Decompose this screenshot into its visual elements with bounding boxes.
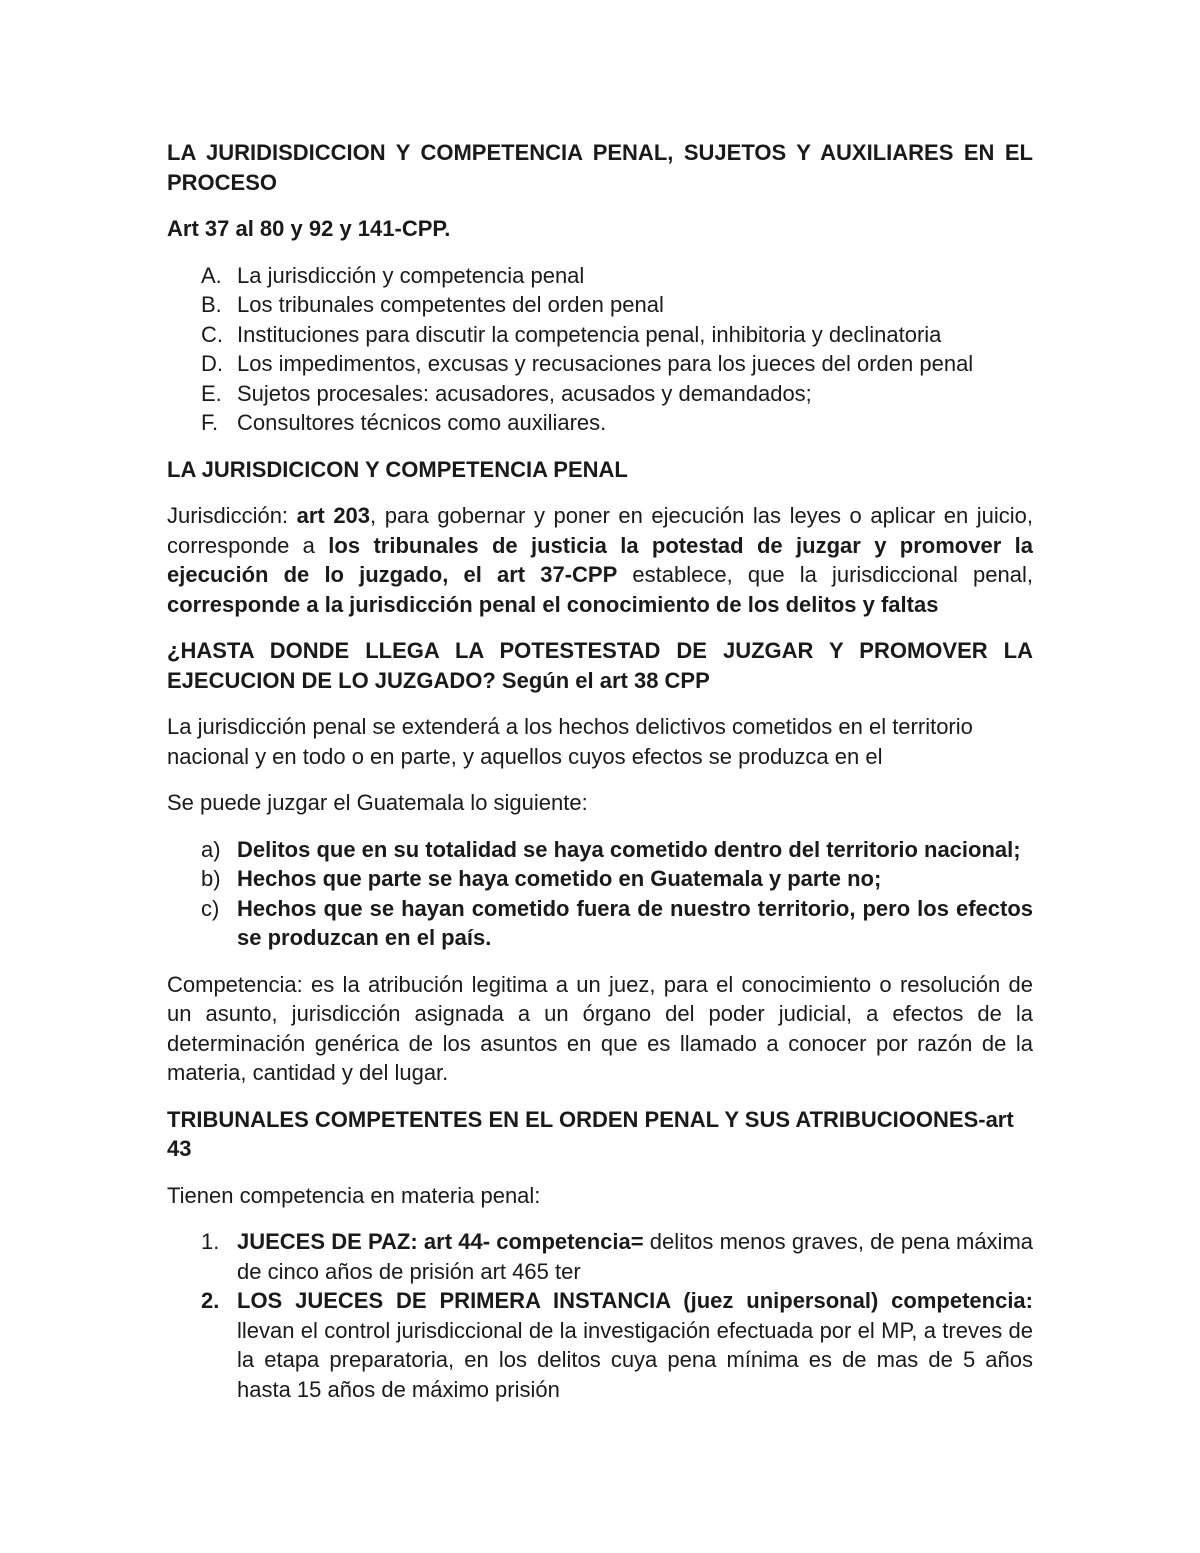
competencia-paragraph: Competencia: es la atribución legitima a un juez, para el conocimiento o resolución de un asunto, jurisdicción asignada a un órgano del poder judicial, a efectos de la determinación genérica de los asuntos en que es llamado a conocer por razón de la materia, cantidad y del lugar. <box>167 971 1033 1085</box>
topic-item <box>167 408 1033 438</box>
list-marker: E. <box>201 380 222 406</box>
item-text: delitos menos graves, de pena máxima de cinco años de prisión art 465 ter <box>237 1229 1033 1284</box>
list-marker: D. <box>201 351 223 376</box>
extension-paragraph: La jurisdicción penal se extenderá a los hechos delictivos cometidos en el territorio nacional y en todo o en parte, y aquellos cuyos efectos se produzca en el <box>167 714 973 769</box>
section-heading-tribunales: TRIBUNALES COMPETENTES EN EL ORDEN PENAL Y SUS ATRIBUCIOONES-art 43 <box>167 1106 1014 1161</box>
title-heading: LA JURIDISDICCION Y COMPETENCIA PENAL, SUJETOS Y AUXILIARES EN EL PROCESO <box>167 140 1033 195</box>
juzgar-intro: Se puede juzgar el Guatemala lo siguiente: <box>167 790 588 815</box>
list-item <box>167 894 1033 953</box>
list-marker: c) <box>201 895 220 921</box>
topics-list <box>167 261 1033 438</box>
list-item <box>167 1286 1033 1404</box>
juzgar-list <box>167 835 1033 953</box>
item-text: Delitos que en su totalidad se haya cometido dentro del territorio nacional; <box>237 836 1021 862</box>
list-marker: b) <box>201 866 221 891</box>
topic-item <box>167 261 1033 291</box>
topic-text: Sujetos procesales: acusadores, acusados y demandados; <box>237 380 812 406</box>
tribunales-list <box>167 1227 1033 1404</box>
list-marker: a) <box>201 836 221 862</box>
topic-text: Los impedimentos, excusas y recusaciones para los jueces del orden penal <box>237 351 974 376</box>
topic-text: Los tribunales competentes del orden penal <box>237 292 664 317</box>
tienen-paragraph: Tienen competencia en materia penal: <box>167 1182 541 1208</box>
bold-run: los tribunales de justicia la potestad de juzgar y promover la ejecución de lo juzgado, el art 37-CPP <box>167 532 1033 587</box>
list-item <box>167 1227 1033 1286</box>
list-marker: 2. <box>201 1288 220 1313</box>
list-marker: F. <box>201 410 219 435</box>
text-run: Jurisdicción: <box>167 503 297 528</box>
list-marker: C. <box>201 321 223 347</box>
bold-run: art 203 <box>296 503 371 528</box>
list-marker: B. <box>201 292 222 317</box>
document-body <box>167 138 1033 1404</box>
list-marker: A. <box>201 262 222 288</box>
articles-reference: Art 37 al 80 y 92 y 141-CPP. <box>167 216 451 241</box>
list-item <box>167 864 1033 894</box>
jurisdiccion-paragraph <box>167 501 1033 619</box>
item-text: Hechos que se hayan cometido fuera de nuestro territorio, pero los efectos se produzcan en el país. <box>237 895 1033 950</box>
topic-text: La jurisdicción y competencia penal <box>237 262 585 288</box>
topic-item <box>167 349 1033 379</box>
text-run: , para gobernar y poner en ejecución las leyes o aplicar en juicio, corresponde a <box>167 503 1033 558</box>
topic-item <box>167 379 1033 409</box>
section-heading-jurisdiccion: LA JURISDICICON Y COMPETENCIA PENAL <box>167 456 628 482</box>
topic-item <box>167 290 1033 320</box>
list-marker: 1. <box>201 1229 220 1254</box>
section-heading-potestad: ¿HASTA DONDE LLEGA LA POTESTESTAD DE JUZGAR Y PROMOVER LA EJECUCION DE LO JUZGADO? Según el art 38 CPP <box>167 638 1033 693</box>
bold-run: corresponde a la jurisdicción penal el conocimiento de los delitos y faltas <box>167 591 939 617</box>
item-text: llevan el control jurisdiccional de la investigación efectuada por el MP, a treves de la etapa preparatoria, en los delitos cuya pena mínima es de mas de 5 años hasta 15 años de máximo prisión <box>237 1317 1033 1402</box>
text-run: establece, que la jurisdiccional penal, <box>617 562 1033 587</box>
topic-text: Consultores técnicos como auxiliares. <box>237 410 607 435</box>
bold-run: JUECES DE PAZ: art 44- competencia= <box>237 1229 644 1254</box>
topic-text: Instituciones para discutir la competencia penal, inhibitoria y declinatoria <box>237 321 942 347</box>
list-item <box>167 835 1033 865</box>
item-text: Hechos que parte se haya cometido en Guatemala y parte no; <box>237 866 882 891</box>
bold-run: LOS JUECES DE PRIMERA INSTANCIA (juez unipersonal) competencia: <box>237 1288 1033 1313</box>
topic-item <box>167 320 1033 350</box>
